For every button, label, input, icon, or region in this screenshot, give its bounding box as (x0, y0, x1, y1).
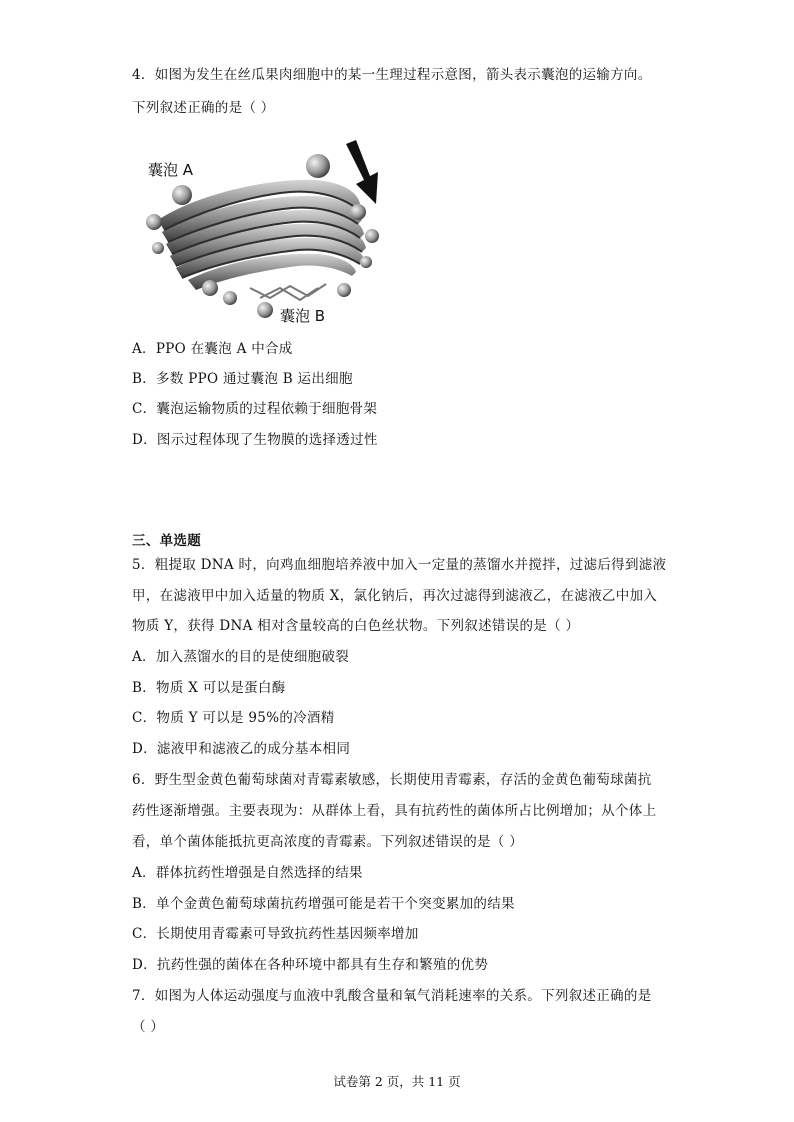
q6-option-d: D．抗药性强的菌体在各种环境中都具有生存和繁殖的优势 (132, 957, 489, 973)
q7-stem-line1: 7．如图为人体运动强度与血液中乳酸含量和氧气消耗速率的关系。下列叙述正确的是 (132, 988, 652, 1004)
q6-stem-line1: 6．野生型金黄色葡萄球菌对青霉素敏感，长期使用青霉素，存活的金黄色葡萄球菌抗 (132, 772, 652, 788)
q5-option-c: C．物质 Y 可以是 95%的冷酒精 (132, 710, 335, 726)
q6-option-c: C．长期使用青霉素可导致抗药性基因频率增加 (132, 926, 419, 942)
vesicle-b (257, 302, 273, 318)
q5-option-b: B．物质 X 可以是蛋白酶 (132, 680, 286, 696)
golgi-diagram (130, 138, 388, 330)
golgi-figure (130, 138, 388, 330)
q4-option-c: C．囊泡运输物质的过程依赖于细胞骨架 (132, 401, 378, 417)
q6-stem-line3: 看，单个菌体能抵抗更高浓度的青霉素。下列叙述错误的是（ ） (132, 834, 523, 850)
q5-stem-line1: 5．粗提取 DNA 时，向鸡血细胞培养液中加入一定量的蒸馏水并搅拌，过滤后得到滤液 (132, 557, 667, 573)
section-title: 三、单选题 (132, 533, 201, 549)
q4-stem-line2: 下列叙述正确的是（ ） (132, 100, 275, 116)
q4-option-d: D．图示过程体现了生物膜的选择透过性 (132, 432, 378, 448)
page-footer: 试卷第 2 页，共 11 页 (333, 1074, 461, 1089)
q6-stem-line2: 药性逐渐增强。主要表现为：从群体上看，具有抗药性的菌体所占比例增加；从个体上 (132, 803, 657, 819)
vesicle-a (172, 185, 192, 205)
q5-option-a: A．加入蒸馏水的目的是使细胞破裂 (132, 649, 350, 665)
q4-option-b: B．多数 PPO 通过囊泡 B 运出细胞 (132, 371, 353, 387)
label-vesicle-b: 囊泡 B (280, 307, 326, 325)
q6-option-b: B．单个金黄色葡萄球菌抗药增强可能是若干个突变累加的结果 (132, 896, 515, 912)
q5-option-d: D．滤液甲和滤液乙的成分基本相同 (132, 741, 351, 757)
q4-stem-line1: 4．如图为发生在丝瓜果肉细胞中的某一生理过程示意图，箭头表示囊泡的运输方向。 (132, 67, 652, 83)
q7-stem-line2: （ ） (132, 1019, 165, 1035)
q6-option-a: A．群体抗药性增强是自然选择的结果 (132, 865, 363, 881)
q5-stem-line3: 物质 Y，获得 DNA 相对含量较高的白色丝状物。下列叙述错误的是（ ） (132, 618, 580, 634)
q4-option-a: A．PPO 在囊泡 A 中合成 (132, 341, 293, 357)
label-vesicle-a: 囊泡 A (148, 161, 194, 179)
q5-stem-line2: 甲，在滤液甲中加入适量的物质 X，氯化钠后，再次过滤得到滤液乙，在滤液乙中加入 (132, 588, 658, 604)
